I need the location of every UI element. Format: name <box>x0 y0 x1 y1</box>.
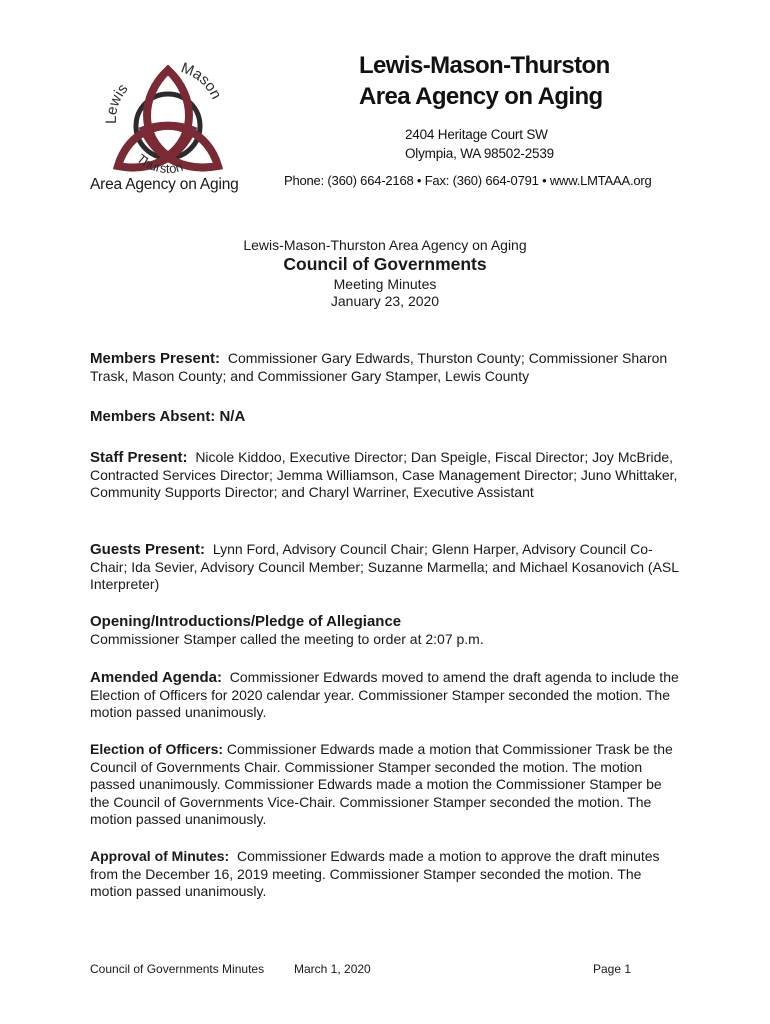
address-line2: Olympia, WA 98502-2539 <box>405 146 554 161</box>
election-label: Election of Officers: <box>90 741 224 757</box>
staff-present-section <box>90 449 682 502</box>
approval-text: Commissioner Edwards made a motion to approve the draft minutes from the December 16, 2019 meeting. Commissioner Stamper seconded the motion. The motion passed unanimously. <box>90 848 660 900</box>
org-name-line1: Lewis-Mason-Thurston <box>359 52 610 79</box>
svg-text:Lewis <box>103 81 132 125</box>
staff-present-label: Staff Present: <box>90 449 188 466</box>
contact-line: Phone: (360) 664-2168 • Fax: (360) 664-0791 • www.LMTAAA.org <box>284 173 652 188</box>
members-present-section <box>90 350 682 385</box>
amended-agenda-label: Amended Agenda: <box>90 669 222 686</box>
election-text: Commissioner Edwards made a motion that Commissioner Trask be the Council of Governments Chair. Commissioner Stamper seconded the motion. The motion passed unanimously. Commissioner Edwards made a motion the Commissioner Stamper be the Council of Governments Vice-Chair. Commissioner Stamper seconded the motion. The motion passed unanimously. <box>90 741 673 828</box>
opening-text: Commissioner Stamper called the meeting to order at 2:07 p.m. <box>90 630 484 647</box>
guests-present-section <box>90 541 682 594</box>
document-title: Council of Governments <box>283 254 487 274</box>
election-section <box>90 741 682 829</box>
amended-agenda-section <box>90 669 682 722</box>
opening-section <box>90 613 682 648</box>
triquetra-circle-icon <box>88 56 248 186</box>
logo-word-lewis: Lewis <box>102 80 132 125</box>
logo-word-thurston: Thurston <box>133 150 185 177</box>
document-subtitle: Meeting Minutes <box>333 276 437 292</box>
members-absent-label: Members Absent: N/A <box>90 408 246 425</box>
members-present-label: Members Present: <box>90 350 221 367</box>
amended-agenda-text: Commissioner Edwards moved to amend the draft agenda to include the Election of Officers for 2020 calendar year. Commissioner Stamper seconded the motion. The motion passed unanimously. <box>90 669 679 721</box>
guests-present-label: Guests Present: <box>90 541 206 558</box>
members-absent-section <box>90 408 682 426</box>
footer-page-number: Page 1 <box>593 962 632 976</box>
approval-section <box>90 848 682 901</box>
document-org: Lewis-Mason-Thurston Area Agency on Aging <box>243 237 527 253</box>
logo-word-mason: Mason <box>178 59 225 102</box>
address-line1: 2404 Heritage Court SW <box>405 127 548 142</box>
guests-present-text: Lynn Ford, Advisory Council Chair; Glenn Harper, Advisory Council Co-Chair; Ida Sevier, Advisory Council Member; Suzanne Marmella; and Michael Kosanovich (ASL Interpreter) <box>90 541 679 593</box>
org-address <box>405 125 554 163</box>
staff-present-text: Nicole Kiddoo, Executive Director; Dan Speigle, Fiscal Director; Joy McBride, Contracted Services Director; Jemma Williamson, Case Management Director; Juno Whittaker, Community Supports Director; and Charyl Warriner, Executive Assistant <box>90 449 678 501</box>
document-date: January 23, 2020 <box>330 293 440 309</box>
approval-label: Approval of Minutes: <box>90 848 230 864</box>
org-name-line2: Area Agency on Aging <box>359 83 603 110</box>
org-name <box>359 50 610 112</box>
footer-date: March 1, 2020 <box>294 962 371 976</box>
members-present-text: Commissioner Gary Edwards, Thurston County; Commissioner Sharon Trask, Mason County; and Commissioner Gary Stamper, Lewis County <box>90 350 668 384</box>
footer-title: Council of Governments Minutes <box>90 962 265 976</box>
logo-caption: Area Agency on Aging <box>90 176 239 193</box>
opening-heading: Opening/Introductions/Pledge of Allegiance <box>90 613 402 630</box>
